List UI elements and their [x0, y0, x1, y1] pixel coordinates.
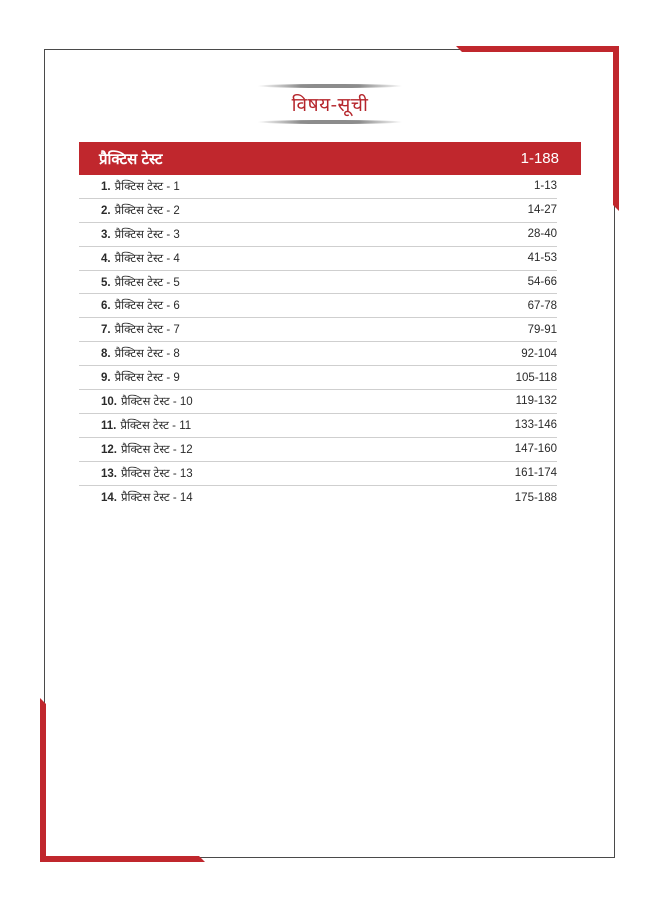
toc-entry-pages: 54-66 — [527, 276, 557, 288]
corner-accent-bottom-left — [40, 856, 205, 862]
toc-entry-number: 2. — [101, 204, 111, 217]
toc-entry-number: 5. — [101, 276, 111, 289]
toc-entry-pages: 105-118 — [515, 371, 557, 384]
toc-entry[interactable] — [79, 271, 557, 295]
toc-entry-title — [101, 370, 180, 385]
toc-entry[interactable] — [79, 247, 557, 271]
toc-entry-title — [101, 442, 193, 457]
toc-entry-label: प्रैक्टिस टेस्ट - 12 — [121, 443, 193, 456]
toc-entry-label: प्रैक्टिस टेस्ट - 4 — [114, 252, 180, 265]
toc-entry[interactable] — [79, 390, 557, 414]
toc-list — [79, 175, 557, 509]
toc-entry-number: 8. — [101, 348, 111, 361]
toc-entry-number: 6. — [101, 300, 111, 313]
corner-accent-right — [613, 46, 619, 211]
toc-entry-label: प्रैक्टिस टेस्ट - 2 — [114, 204, 180, 217]
toc-entry-label: प्रैक्टिस टेस्ट - 7 — [114, 324, 180, 337]
toc-entry[interactable] — [79, 342, 557, 366]
toc-entry-pages: 133-146 — [514, 419, 557, 432]
toc-entry-title — [101, 298, 180, 313]
toc-entry-pages: 119-132 — [515, 395, 557, 408]
toc-entry-pages: 1-13 — [533, 180, 557, 193]
page-title: विषय-सूची — [291, 94, 369, 116]
corner-accent-left — [40, 698, 46, 862]
toc-entry-title — [101, 179, 180, 194]
toc-entry-label: प्रैक्टिस टेस्ट - 1 — [114, 180, 180, 193]
toc-entry-pages: 41-53 — [527, 252, 557, 265]
toc-entry-title — [101, 227, 180, 242]
toc-entry-number: 12. — [101, 443, 117, 456]
section-header[interactable] — [79, 142, 581, 175]
section-pages: 1-188 — [520, 150, 559, 167]
toc-entry-title — [101, 346, 180, 361]
toc-entry-number: 3. — [101, 228, 111, 241]
toc-entry-title — [101, 394, 193, 409]
toc-entry-label: प्रैक्टिस टेस्ट - 13 — [121, 467, 193, 480]
toc-entry-number: 9. — [101, 372, 111, 385]
toc-entry-pages: 161-174 — [514, 467, 557, 480]
toc-entry-number: 7. — [101, 324, 111, 337]
title-top-rule — [257, 84, 403, 88]
toc-entry-title — [101, 466, 193, 481]
toc-entry-number: 1. — [101, 180, 111, 193]
toc-entry-pages: 28-40 — [527, 228, 557, 241]
page-title-block — [257, 84, 403, 124]
toc-entry-title — [101, 275, 180, 290]
toc-entry-label: प्रैक्टिस टेस्ट - 5 — [114, 276, 180, 289]
toc-entry-label: प्रैक्टिस टेस्ट - 6 — [114, 300, 180, 313]
toc-entry-title — [101, 490, 193, 505]
toc-entry[interactable] — [79, 175, 557, 199]
toc-entry-pages: 14-27 — [527, 204, 557, 217]
toc-entry-label: प्रैक्टिस टेस्ट - 11 — [120, 419, 192, 432]
toc-entry[interactable] — [79, 223, 557, 247]
toc-entry-pages: 147-160 — [514, 443, 557, 456]
toc-entry-label: प्रैक्टिस टेस्ट - 3 — [114, 228, 180, 241]
toc-entry-title — [101, 418, 191, 433]
toc-entry-number: 13. — [101, 467, 117, 480]
toc-entry-number: 4. — [101, 252, 111, 265]
toc-entry[interactable] — [79, 199, 557, 223]
toc-entry-title — [101, 251, 180, 266]
toc-entry-title — [101, 322, 180, 337]
toc-entry[interactable] — [79, 318, 557, 342]
toc-entry[interactable] — [79, 366, 557, 390]
section-label: प्रैक्टिस टेस्ट — [99, 150, 163, 168]
title-bottom-rule — [257, 120, 403, 124]
toc-entry-number: 10. — [101, 395, 117, 408]
toc-entry-number: 14. — [101, 492, 117, 505]
toc-entry-pages: 92-104 — [521, 347, 557, 360]
corner-accent-top-right — [456, 46, 619, 52]
toc-entry-pages: 79-91 — [527, 323, 557, 336]
toc-entry-label: प्रैक्टिस टेस्ट - 14 — [121, 492, 193, 505]
toc-entry[interactable] — [79, 294, 557, 318]
toc-entry-pages: 175-188 — [514, 491, 557, 504]
toc-entry[interactable] — [79, 414, 557, 438]
toc-entry[interactable] — [79, 438, 557, 462]
toc-entry[interactable] — [79, 462, 557, 486]
toc-entry-number: 11. — [101, 419, 117, 432]
toc-entry-title — [101, 203, 180, 218]
toc-entry-label: प्रैक्टिस टेस्ट - 8 — [114, 348, 180, 361]
toc-entry-pages: 67-78 — [527, 299, 557, 312]
toc-entry[interactable] — [79, 486, 557, 510]
toc-entry-label: प्रैक्टिस टेस्ट - 9 — [114, 372, 180, 385]
toc-entry-label: प्रैक्टिस टेस्ट - 10 — [121, 395, 193, 408]
